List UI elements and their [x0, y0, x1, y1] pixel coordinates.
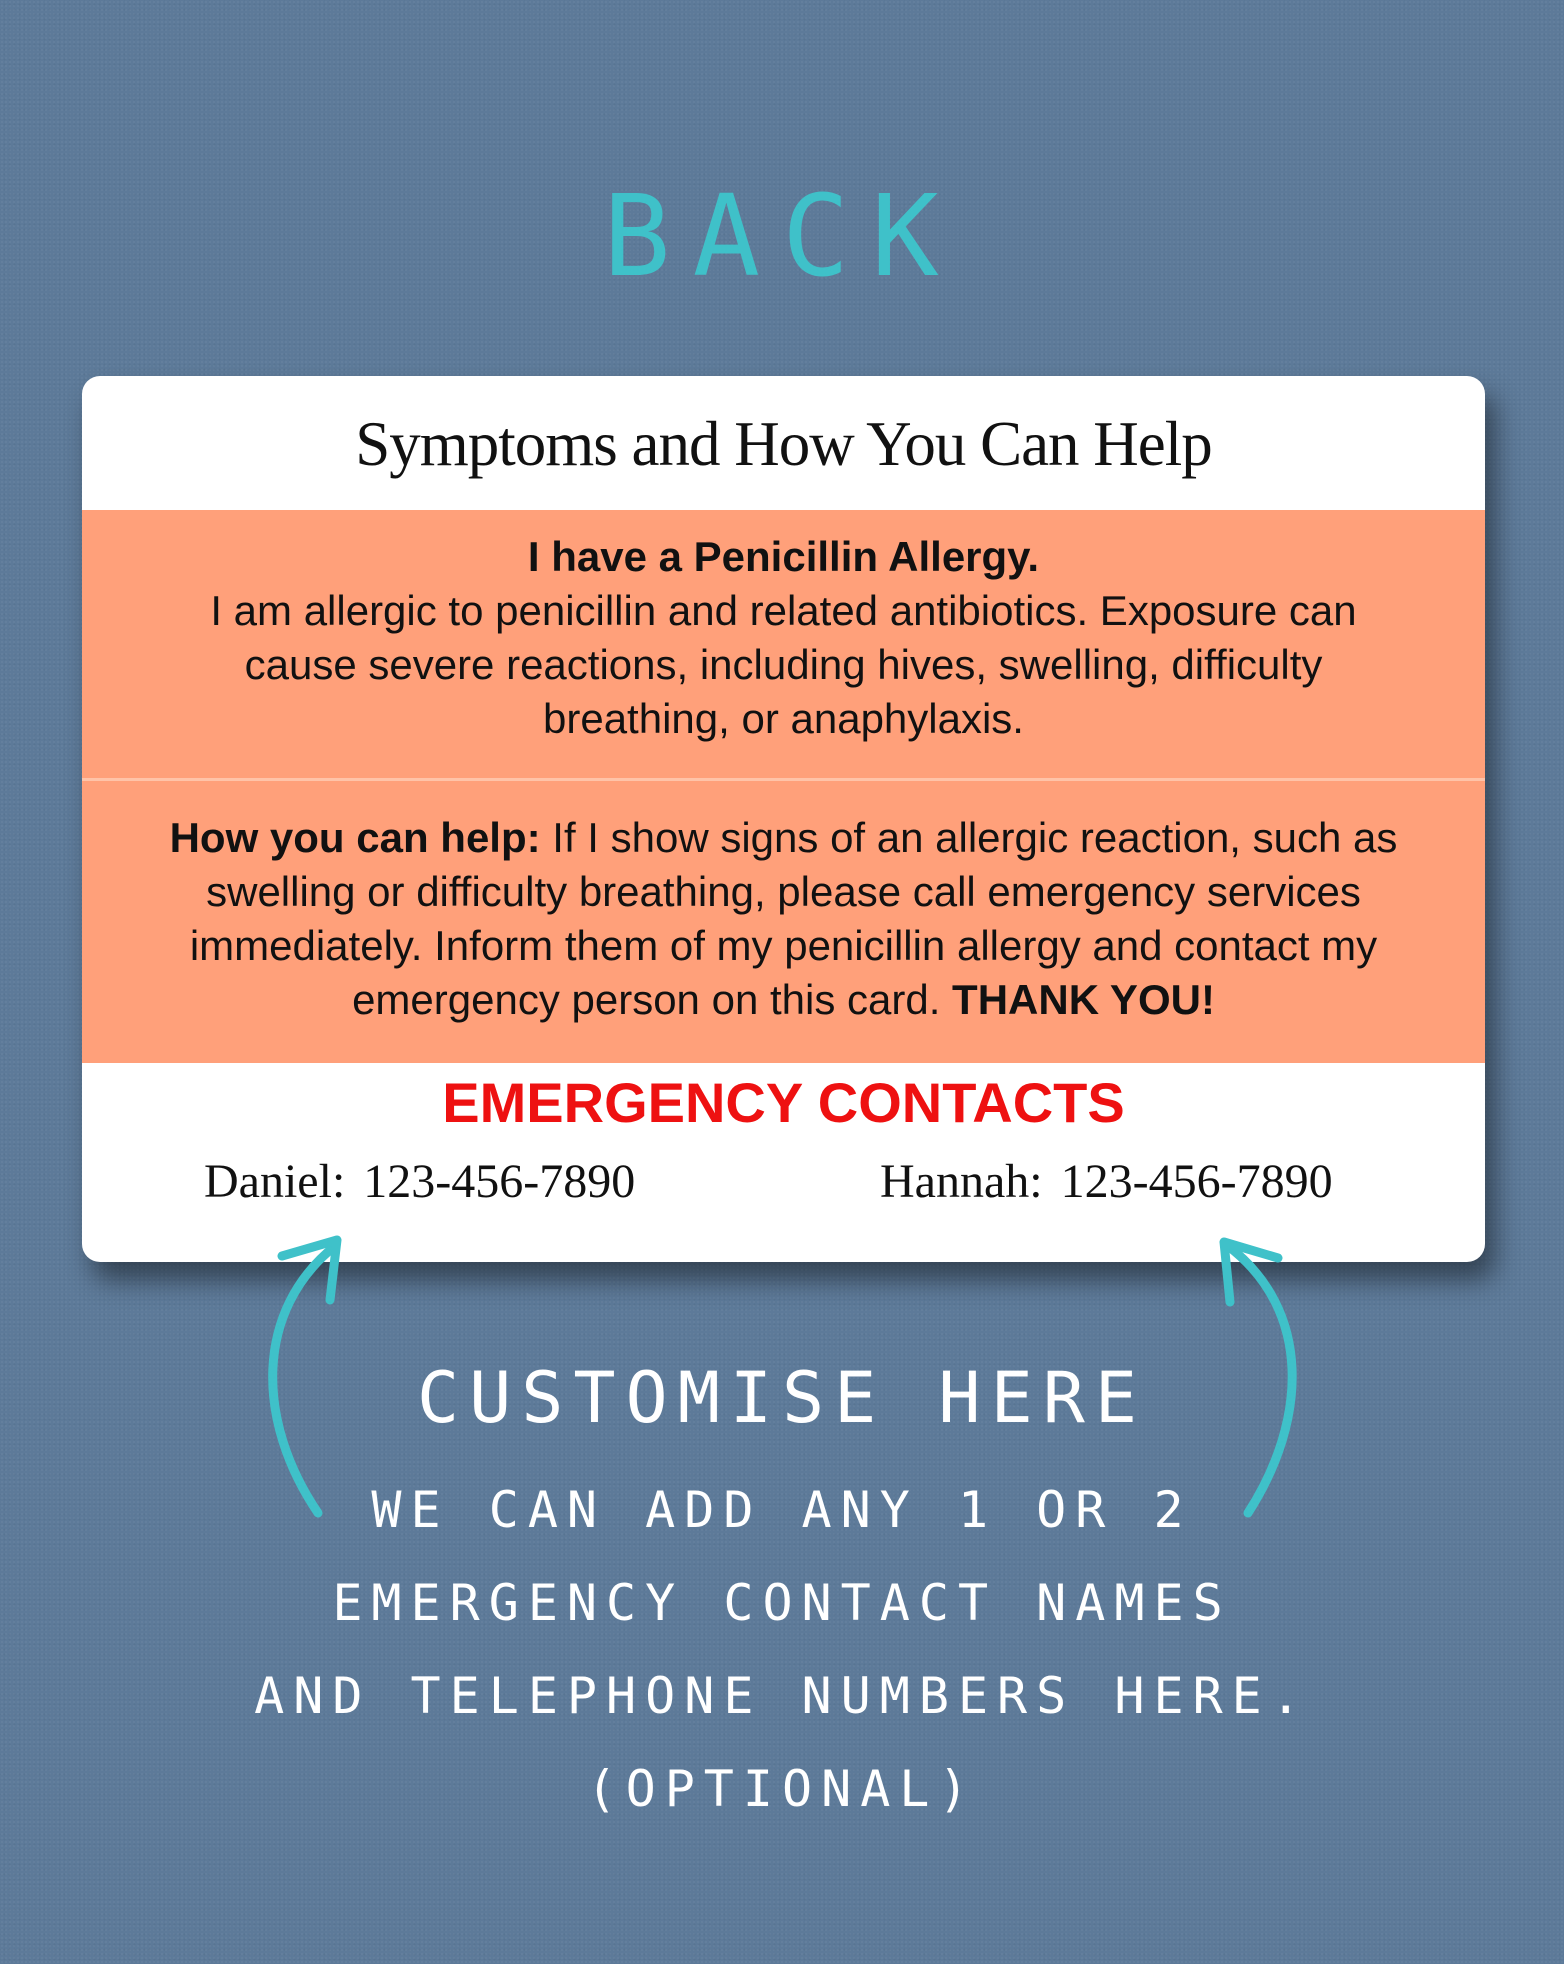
- emergency-contacts-title: EMERGENCY CONTACTS: [442, 1071, 1125, 1134]
- allergy-heading: I have a Penicillin Allergy.: [527, 533, 1040, 580]
- help-thanks: THANK YOU!: [952, 976, 1215, 1023]
- help-text: If I show signs of an allergic reaction, such as swelling or difficulty breathing, please call emergency services immediately. Inform them of my penicillin allergy and contact my emergency person on this card.: [189, 814, 1398, 1023]
- contact-phone: 123-456-7890: [1060, 1155, 1333, 1208]
- page-heading: BACK: [603, 172, 961, 302]
- contact-phone: 123-456-7890: [363, 1155, 636, 1208]
- customise-line: WE CAN ADD ANY 1 OR 2: [371, 1481, 1193, 1539]
- allergy-text: I am allergic to penicillin and related antibiotics. Exposure can cause severe reactions, including hives, swelling, difficulty breathing, or anaphylaxis.: [210, 587, 1357, 742]
- help-label: How you can help:: [169, 814, 541, 861]
- contact-name: Daniel:: [204, 1155, 346, 1208]
- customise-title: CUSTOMISE HERE: [416, 1357, 1147, 1439]
- contact-name: Hannah:: [880, 1155, 1043, 1208]
- customise-line: (OPTIONAL): [586, 1760, 978, 1818]
- customise-description: [0, 1464, 1564, 1836]
- card-title: Symptoms and How You Can Help: [355, 409, 1212, 479]
- customise-line: AND TELEPHONE NUMBERS HERE.: [254, 1667, 1310, 1725]
- customise-line: EMERGENCY CONTACT NAMES: [332, 1574, 1232, 1632]
